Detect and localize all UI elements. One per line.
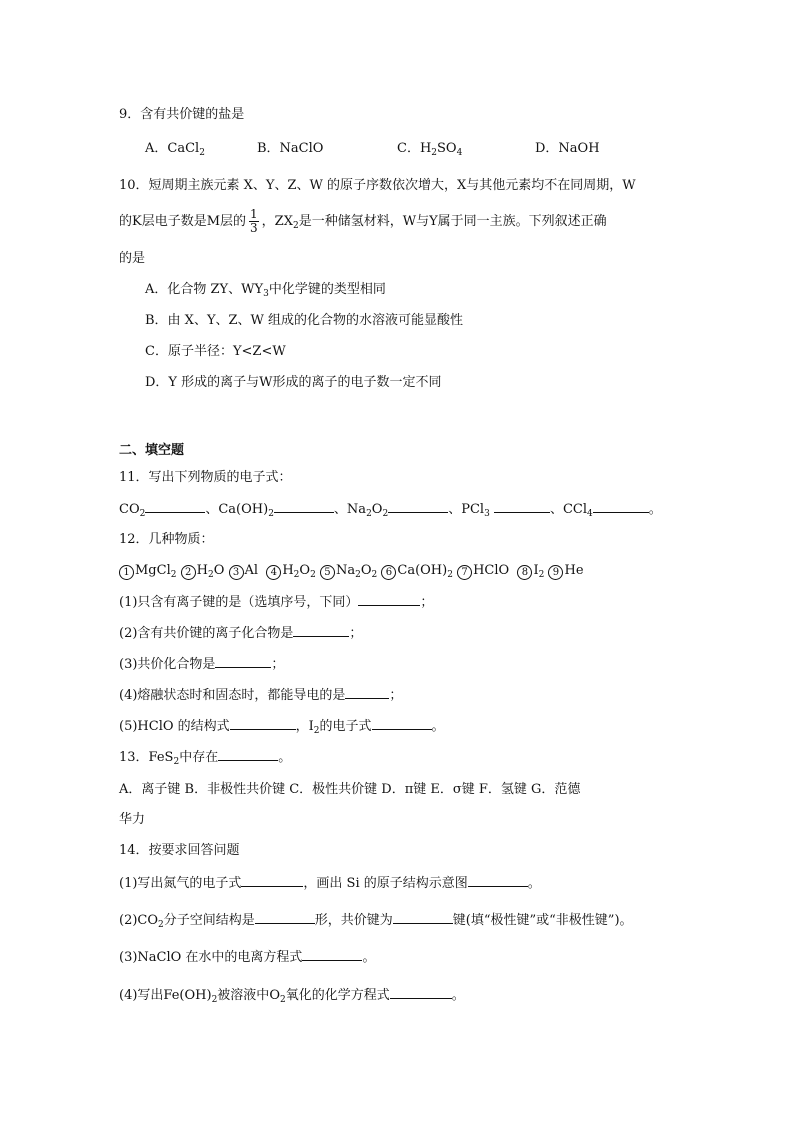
answer-blank[interactable] — [388, 500, 448, 513]
q14-sub3: (3)NaClO 在水中的电离方程式 。 — [119, 950, 376, 965]
q12-sub4: (4)熔融状态时和固态时，都能导电的是 ； — [119, 688, 403, 703]
answer-blank[interactable] — [345, 686, 389, 699]
q13-stem: 13．FeS$_2$中存在 。 — [119, 750, 292, 767]
answer-blank[interactable] — [255, 911, 315, 924]
answer-blank[interactable] — [593, 500, 649, 513]
q9-option-a: A．CaCl$_2$ — [145, 141, 205, 158]
q14-sub1: (1)写出氮气的电子式 ，画出 Si 的原子结构示意图 。 — [119, 876, 541, 891]
q11-blanks: $CO_2$ 、$Ca(OH)_2$ 、$Na_2O_2$ 、PCl$_3$ 、CCl$_4$ 。 — [119, 502, 662, 519]
q12-sub2: (2)含有共价键的离子化合物是 ； — [119, 626, 363, 641]
circled-number: 5 — [320, 565, 335, 580]
q12-sub1: (1)只含有离子键的是（选填序号，下同） ； — [119, 595, 434, 610]
circled-number: 1 — [119, 565, 134, 580]
q11-stem: 11．写出下列物质的电子式： — [119, 470, 292, 485]
section-heading: 二、填空题 — [119, 443, 185, 458]
q9-stem: 9．含有共价键的盐是 — [119, 107, 245, 122]
answer-blank[interactable] — [274, 500, 334, 513]
circled-number: 2 — [181, 565, 196, 580]
answer-blank[interactable] — [218, 748, 278, 761]
q10-option-b: B．由 X、Y、Z、W 组成的化合物的水溶液可能显酸性 — [145, 313, 464, 328]
answer-blank[interactable] — [372, 717, 432, 730]
circled-number: 6 — [381, 565, 396, 580]
answer-blank[interactable] — [390, 986, 452, 999]
q10-option-a: A．化合物 ZY、$WY_3$中化学键的类型相同 — [145, 282, 386, 299]
q10-option-c: C．原子半径：Y<Z<W — [145, 344, 286, 359]
answer-blank[interactable] — [293, 624, 349, 637]
q12-stem: 12．几种物质： — [119, 532, 214, 547]
circled-number: 7 — [457, 565, 472, 580]
q12-sub5: (5)HClO 的结构式 ，$I_2$的电子式 。 — [119, 719, 445, 736]
q10-stem-line2: 的K层电子数是M层的 $\frac{1}{3}$ ，$ZX_2$是一种储氢材料，W与Y属于同一主族。下列叙述正确 — [119, 207, 607, 235]
q9-option-d: D．NaOH — [535, 141, 600, 156]
answer-blank[interactable] — [241, 874, 303, 887]
circled-number: 9 — [548, 565, 563, 580]
q12-sub3: (3)共价化合物是 ； — [119, 657, 285, 672]
q9-option-b: B．NaClO — [257, 141, 324, 156]
answer-blank[interactable] — [302, 948, 362, 961]
q14-sub4: (4)写出$Fe(OH)_2$被溶液中$O_2$氧化的化学方程式 。 — [119, 988, 465, 1005]
circled-number: 8 — [517, 565, 532, 580]
answer-blank[interactable] — [145, 500, 205, 513]
answer-blank[interactable] — [358, 593, 420, 606]
answer-blank[interactable] — [494, 500, 550, 513]
answer-blank[interactable] — [393, 911, 453, 924]
q13-options-line2: 华力 — [119, 812, 146, 827]
q14-sub2: $(2)CO_2$分子空间结构是 形，共价键为 键(填“极性键”或“非极性键”)。 — [119, 913, 633, 930]
q10-stem-line1: 10．短周期主族元素 X、Y、Z、W 的原子序数依次增大，X与其他元素均不在同周期，W — [119, 178, 636, 193]
q13-options-line1: A．离子键 B．非极性共价键 C．极性共价键 D．π键 E．σ键 F．氢键 G．范德 — [119, 782, 581, 797]
circled-number: 3 — [229, 565, 244, 580]
q14-stem: 14．按要求回答问题 — [119, 843, 240, 858]
q10-option-d: D．Y 形成的离子与W形成的离子的电子数一定不同 — [145, 375, 442, 390]
fraction-one-third: $\frac{1}{3}$ — [250, 207, 258, 235]
q12-substances: 1 MgCl$_2$ 2 $H_2O$ 3 Al 4 $H_2O_2$ 5 $Na_2O_2$ 6 $Ca(OH)_2$ 7 HClO 8 $I_2$ 9 He — [119, 562, 584, 580]
answer-blank[interactable] — [468, 874, 528, 887]
answer-blank[interactable] — [230, 717, 296, 730]
circled-number: 4 — [266, 565, 281, 580]
q10-stem-line3: 的是 — [119, 251, 146, 266]
q9-option-c: C．$H_2SO_4$ — [397, 141, 463, 158]
answer-blank[interactable] — [215, 655, 271, 668]
